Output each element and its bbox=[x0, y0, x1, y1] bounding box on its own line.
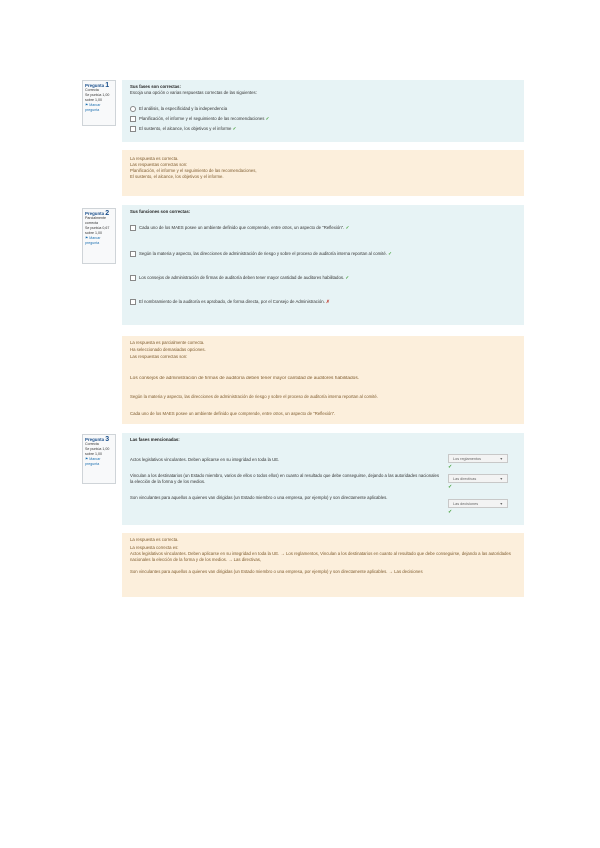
feedback-line: La respuesta es parcialmente correcta. bbox=[130, 340, 205, 345]
checkbox-icon[interactable] bbox=[130, 275, 136, 281]
question-number: Pregunta 1 bbox=[85, 82, 110, 89]
match-select-2[interactable]: Las directivas ▼ bbox=[448, 474, 508, 483]
question-title: Sus fases son correctas: bbox=[130, 84, 181, 89]
feedback-box-2 bbox=[122, 336, 524, 424]
question-title: Las fases mencionadas: bbox=[130, 437, 180, 442]
check-icon: ✓ bbox=[345, 275, 349, 281]
feedback-line: El sustento, el alcance, los objetivos y el informe. bbox=[130, 174, 224, 179]
question-box-1 bbox=[122, 80, 524, 142]
question-state: Correcta bbox=[85, 88, 99, 92]
question-box-3 bbox=[122, 433, 524, 525]
feedback-line: La respuesta es correcta. bbox=[130, 537, 179, 542]
check-icon: ✓ bbox=[448, 484, 453, 490]
option-2[interactable]: Según la materia y aspecto, las direcciones de administración de riesgo y sobre el proceso de auditoría interna reportan al comité. ✓ bbox=[130, 251, 392, 257]
flag-icon: ⚑ bbox=[85, 457, 89, 461]
chevron-down-icon: ▼ bbox=[499, 502, 503, 506]
feedback-line: Las respuestas correctas son: bbox=[130, 162, 188, 167]
question-prompt: Escoja una opción o varias respuestas correctas de las siguientes: bbox=[130, 90, 257, 95]
checkbox-icon[interactable] bbox=[130, 299, 136, 305]
check-icon: ✓ bbox=[345, 225, 350, 231]
match-select-3[interactable]: Las decisiones ▼ bbox=[448, 499, 508, 508]
feedback-line: Planificación, el informe y el seguimiento de las recomendaciones, bbox=[130, 168, 257, 173]
radio-icon[interactable] bbox=[130, 106, 136, 112]
check-icon: ✓ bbox=[448, 464, 453, 470]
match-select-1[interactable]: Los reglamentos ▼ bbox=[448, 454, 508, 463]
feedback-box-1 bbox=[122, 150, 524, 196]
option-3[interactable]: Los consejos de administración de firmas de auditoría deben tener mayor cantidad de auditores habilitados. ✓ bbox=[130, 275, 349, 281]
correct-answer: Según la materia y aspecto, las direcciones de administración de riesgo y sobre el proceso de auditoría interna reportan al comité. bbox=[130, 394, 378, 399]
question-state: Correcta bbox=[85, 442, 99, 446]
option-4[interactable]: El nombramiento de la auditoría es aprobado, de forma directa, por el Consejo de Administración. ✗ bbox=[130, 299, 330, 305]
question-state: Parcialmente correcta bbox=[85, 216, 106, 225]
flag-icon: ⚑ bbox=[85, 236, 89, 240]
option-1[interactable]: El análisis, la especificidad y la independencia bbox=[130, 106, 227, 112]
correct-answer: Los consejos de administración de firmas de auditoría deben tener mayor cantidad de auditores habilitados. bbox=[130, 376, 360, 381]
correct-answer: Actos legislativos vinculantes. Deben aplicarse en su integridad en toda la UE. → Los reglamentos, Vinculan a los destinatarios en cuanto al resultado que debe conseguirse, dejando a las autoridades nacionales la elección de la forma y de los medios. → Las directivas, bbox=[130, 551, 511, 562]
correct-answer: Son vinculantes para aquellos a quienes van dirigidas (un Estado miembro o una empresa, por ejemplo) y son directamente aplicables. → Las decisiones bbox=[130, 569, 423, 574]
feedback-line: Ha seleccionado demasiadas opciones. bbox=[130, 347, 206, 352]
question-info-1 bbox=[82, 80, 116, 126]
question-info-3 bbox=[82, 434, 116, 484]
feedback-box-3 bbox=[122, 533, 524, 597]
option-1[interactable]: Cada uno de los MAES posee un ambiente definido que comprende, entre otros, un aspecto de "Reflexión". ✓ bbox=[130, 225, 349, 231]
flag-question-link[interactable]: ⚑ Marcar pregunta bbox=[85, 103, 101, 112]
checkbox-icon[interactable] bbox=[130, 225, 136, 231]
correct-answer: Cada uno de los MAES posee un ambiente definido que comprende, entre otros, un aspecto de "Reflexión". bbox=[130, 411, 336, 416]
flag-question-link[interactable]: ⚑ Marcar pregunta bbox=[85, 236, 101, 245]
checkbox-icon[interactable] bbox=[130, 251, 136, 257]
question-mark: Se puntúa 1,00 sobre 1,00 bbox=[85, 447, 110, 456]
flag-question-link[interactable]: ⚑ Marcar pregunta bbox=[85, 457, 101, 466]
question-mark: Se puntúa 0,67 sobre 1,00 bbox=[85, 226, 110, 235]
option-3[interactable]: El sustento, el alcance, los objetivos y el informe ✓ bbox=[130, 126, 236, 132]
option-2[interactable]: Planificación, el informe y el seguimiento de las recomendaciones ✓ bbox=[130, 116, 269, 122]
check-icon: ✓ bbox=[388, 251, 392, 257]
match-prompt-2: Vinculan a los destinatarios (un Estado miembro, varios de ellos o todos ellos) en cuanto al resultado que debe conseguirse, dejando a las autoridades nacionales la elección de la forma y de los medios. bbox=[130, 473, 440, 484]
match-prompt-3: Son vinculantes para aquellos a quienes van dirigidas (un Estado miembro o una empresa, por ejemplo) y son directamente aplicables. bbox=[130, 495, 388, 500]
checkbox-icon[interactable] bbox=[130, 126, 136, 132]
check-icon: ✓ bbox=[265, 116, 270, 122]
feedback-line: La respuesta correcta es: bbox=[130, 545, 179, 550]
checkbox-icon[interactable] bbox=[130, 116, 136, 122]
feedback-line: Las respuestas correctas son: bbox=[130, 354, 188, 359]
question-number: Pregunta 3 bbox=[85, 436, 110, 443]
flag-icon: ⚑ bbox=[85, 103, 89, 107]
chevron-down-icon: ▼ bbox=[499, 477, 503, 481]
question-mark: Se puntúa 1,00 sobre 1,00 bbox=[85, 93, 110, 102]
cross-icon: ✗ bbox=[326, 299, 330, 305]
question-number: Pregunta 2 bbox=[85, 210, 110, 217]
match-prompt-1: Actos legislativos vinculantes. Deben aplicarse en su integridad en toda la UE. bbox=[130, 457, 280, 462]
chevron-down-icon: ▼ bbox=[499, 457, 503, 461]
check-icon: ✓ bbox=[232, 126, 237, 132]
check-icon: ✓ bbox=[448, 509, 453, 515]
question-info-2 bbox=[82, 208, 116, 264]
feedback-line: La respuesta es correcta. bbox=[130, 156, 179, 161]
question-title: Sus funciones son correctas: bbox=[130, 209, 191, 214]
question-box-2 bbox=[122, 205, 524, 325]
